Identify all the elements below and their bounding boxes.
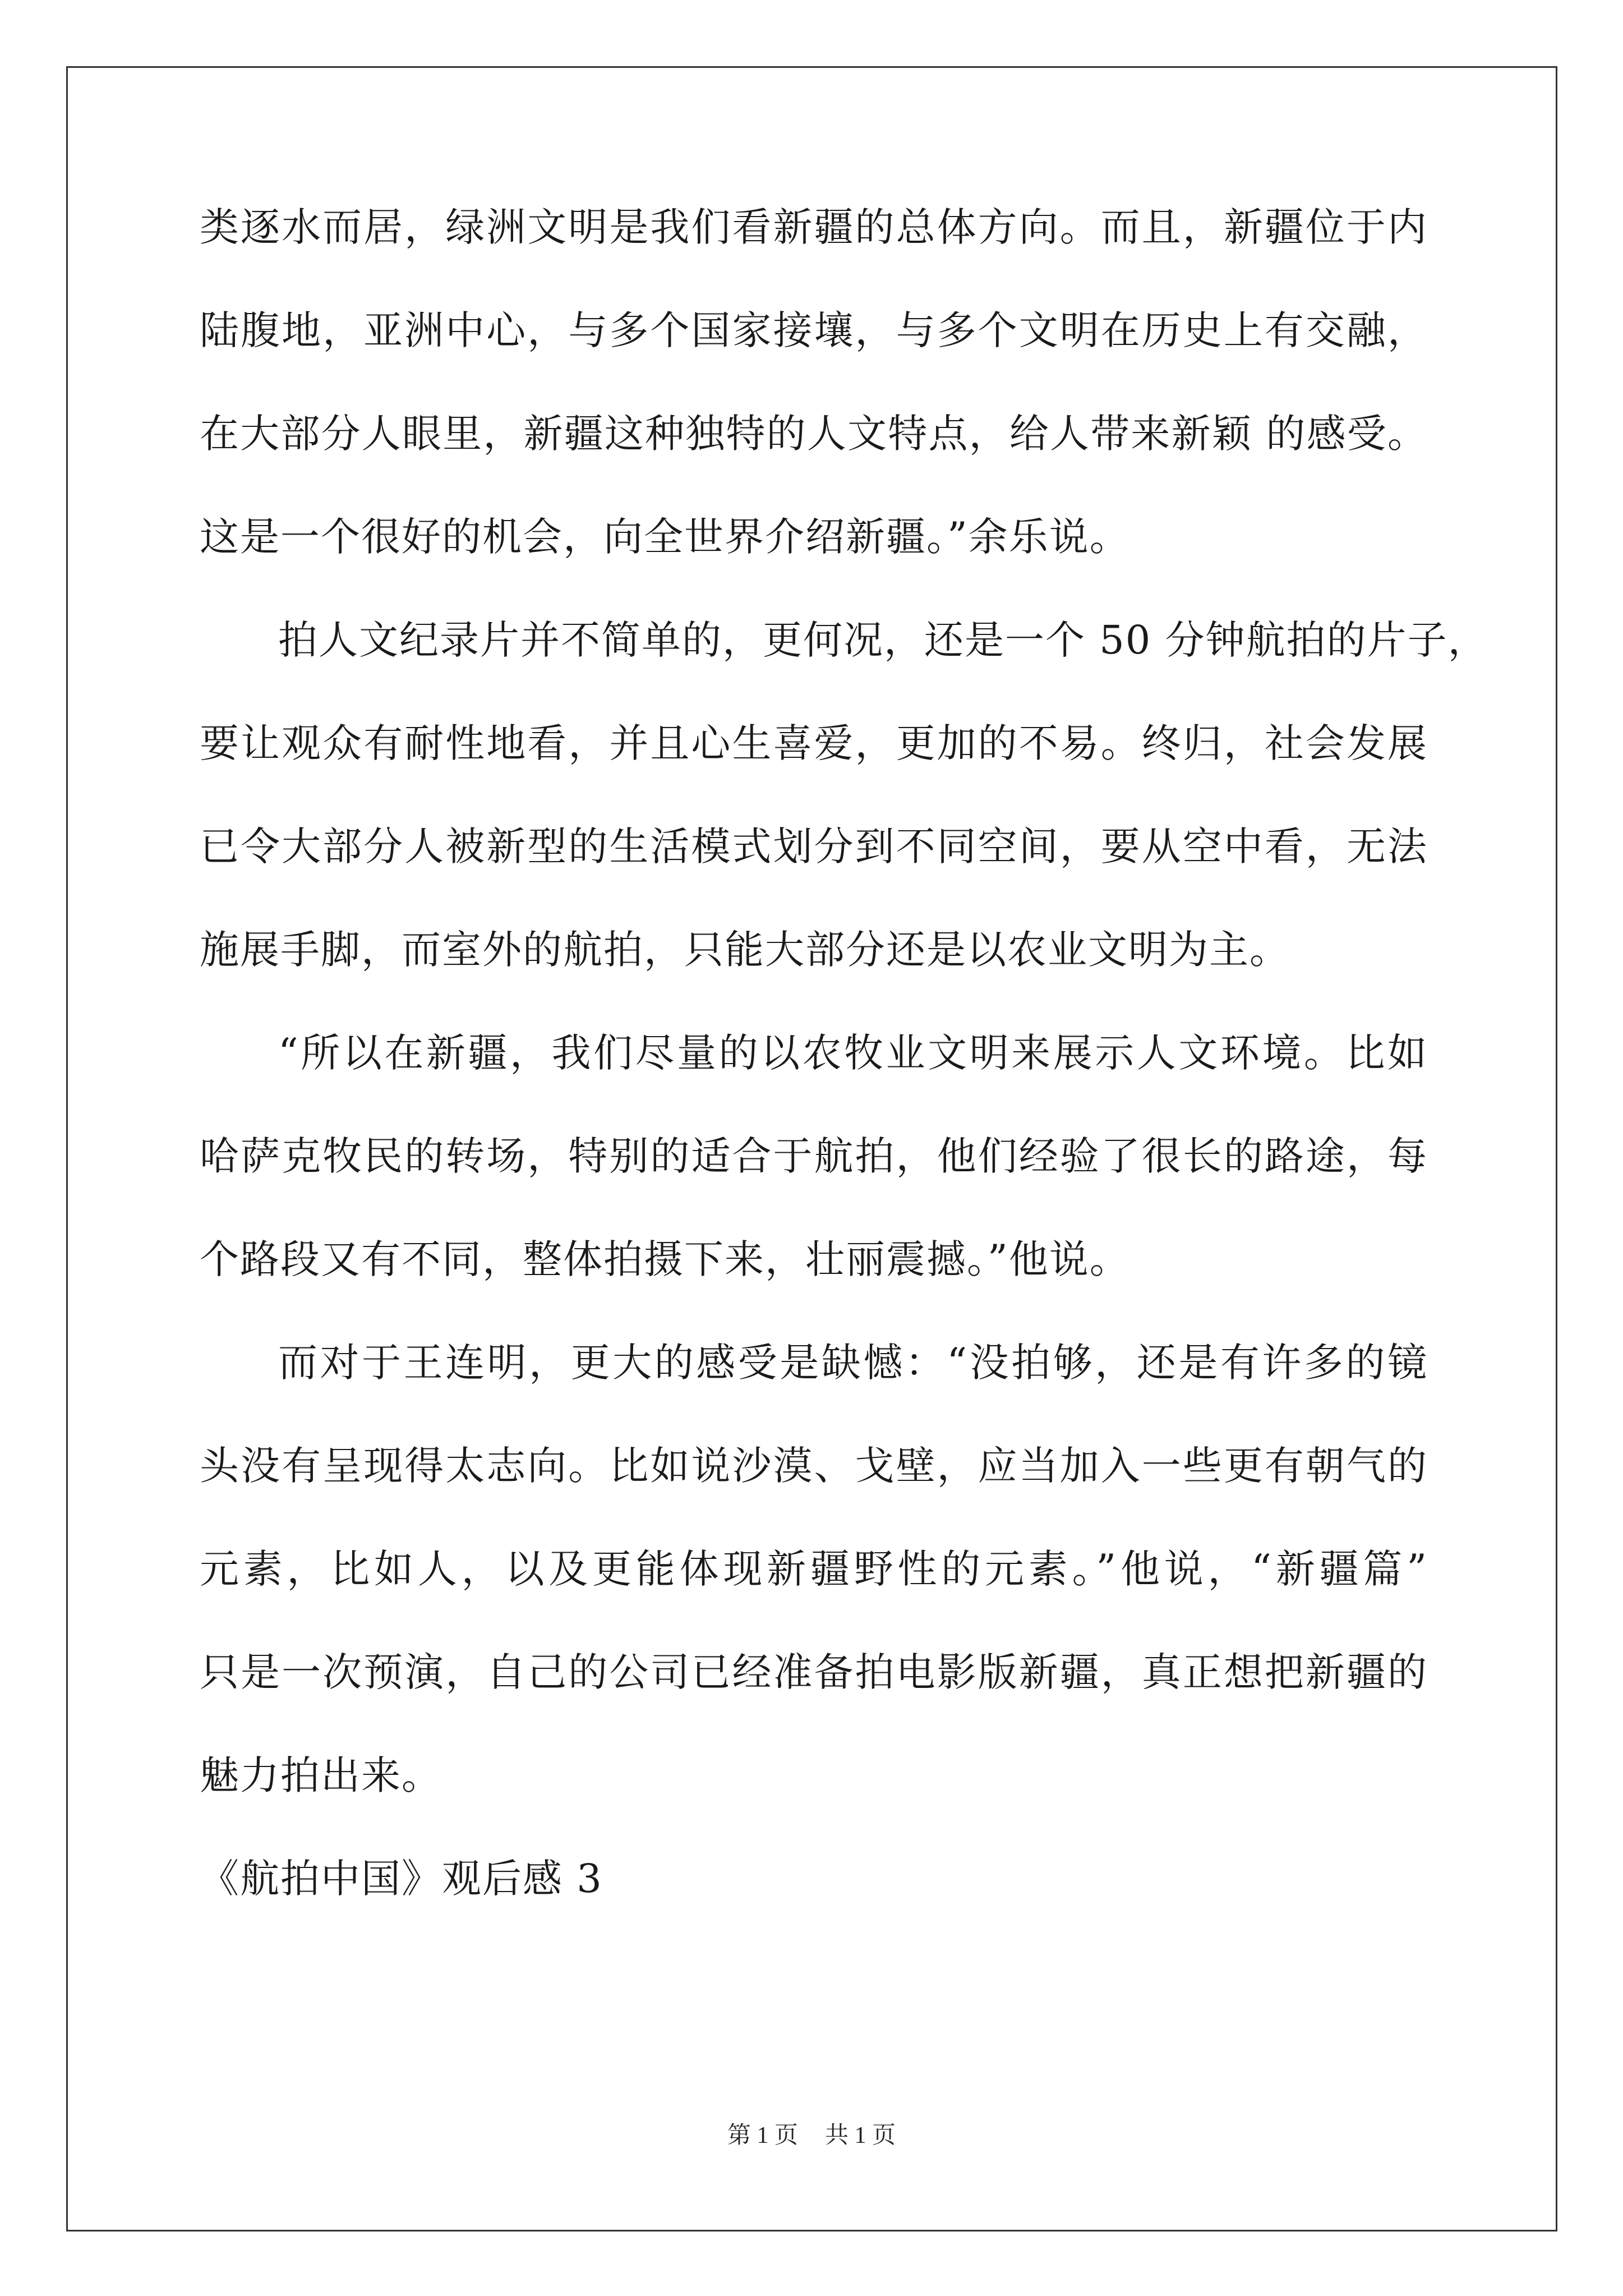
text-line: 拍人文纪录片并不简单的，更何况，还是一个 50 分钟航拍的片子， [278,617,1488,663]
text-line: 要让观众有耐性地看，并且心生喜爱，更加的不易。终归，社会发展 [200,720,1428,766]
section-heading: 《航拍中国》观后感 3 [200,1856,603,1902]
page-footer [0,2124,1623,2147]
text-line: 个路段又有不同，整体拍摄下来，壮丽震撼。”他说。 [200,1236,1130,1282]
text-line: 头没有呈现得太志向。比如说沙漠、戈壁，应当加入一些更有朝气的 [200,1443,1428,1489]
text-line: 在大部分人眼里，新疆这种独特的人文特点，给人带来新颖 的感受。 [200,411,1428,457]
text-line: 而对于王连明，更大的感受是缺憾：“没拍够，还是有许多的镜 [278,1340,1428,1386]
document-body [200,204,1488,1902]
text-line: “所以在新疆，我们尽量的以农牧业文明来展示人文环境。比如 [278,1030,1428,1076]
text-line: 已令大部分人被新型的生活模式划分到不同空间，要从空中看，无法 [200,823,1428,869]
text-line: 施展手脚，而室外的航拍，只能大部分还是以农业文明为主。 [200,927,1290,973]
text-line: 类逐水而居，绿洲文明是我们看新疆的总体方向。而且，新疆位于内 [200,204,1428,250]
text-line: 只是一次预演，自己的公司已经准备拍电影版新疆，真正想把新疆的 [200,1649,1428,1695]
text-line: 这是一个很好的机会，向全世界介绍新疆。”余乐说。 [200,514,1130,560]
text-line: 哈萨克牧民的转场，特别的适合于航拍，他们经验了很长的路途，每 [200,1133,1428,1179]
text-line: 魅力拍出来。 [200,1752,442,1798]
text-line: 元素，比如人，以及更能体现新疆野性的元素。”他说，“新疆篇” [200,1546,1428,1592]
page-total: 共 1 页 [825,2123,896,2148]
text-line: 陆腹地，亚洲中心，与多个国家接壤，与多个文明在历史上有交融， [200,307,1428,353]
page-number: 第 1 页 [727,2123,798,2148]
